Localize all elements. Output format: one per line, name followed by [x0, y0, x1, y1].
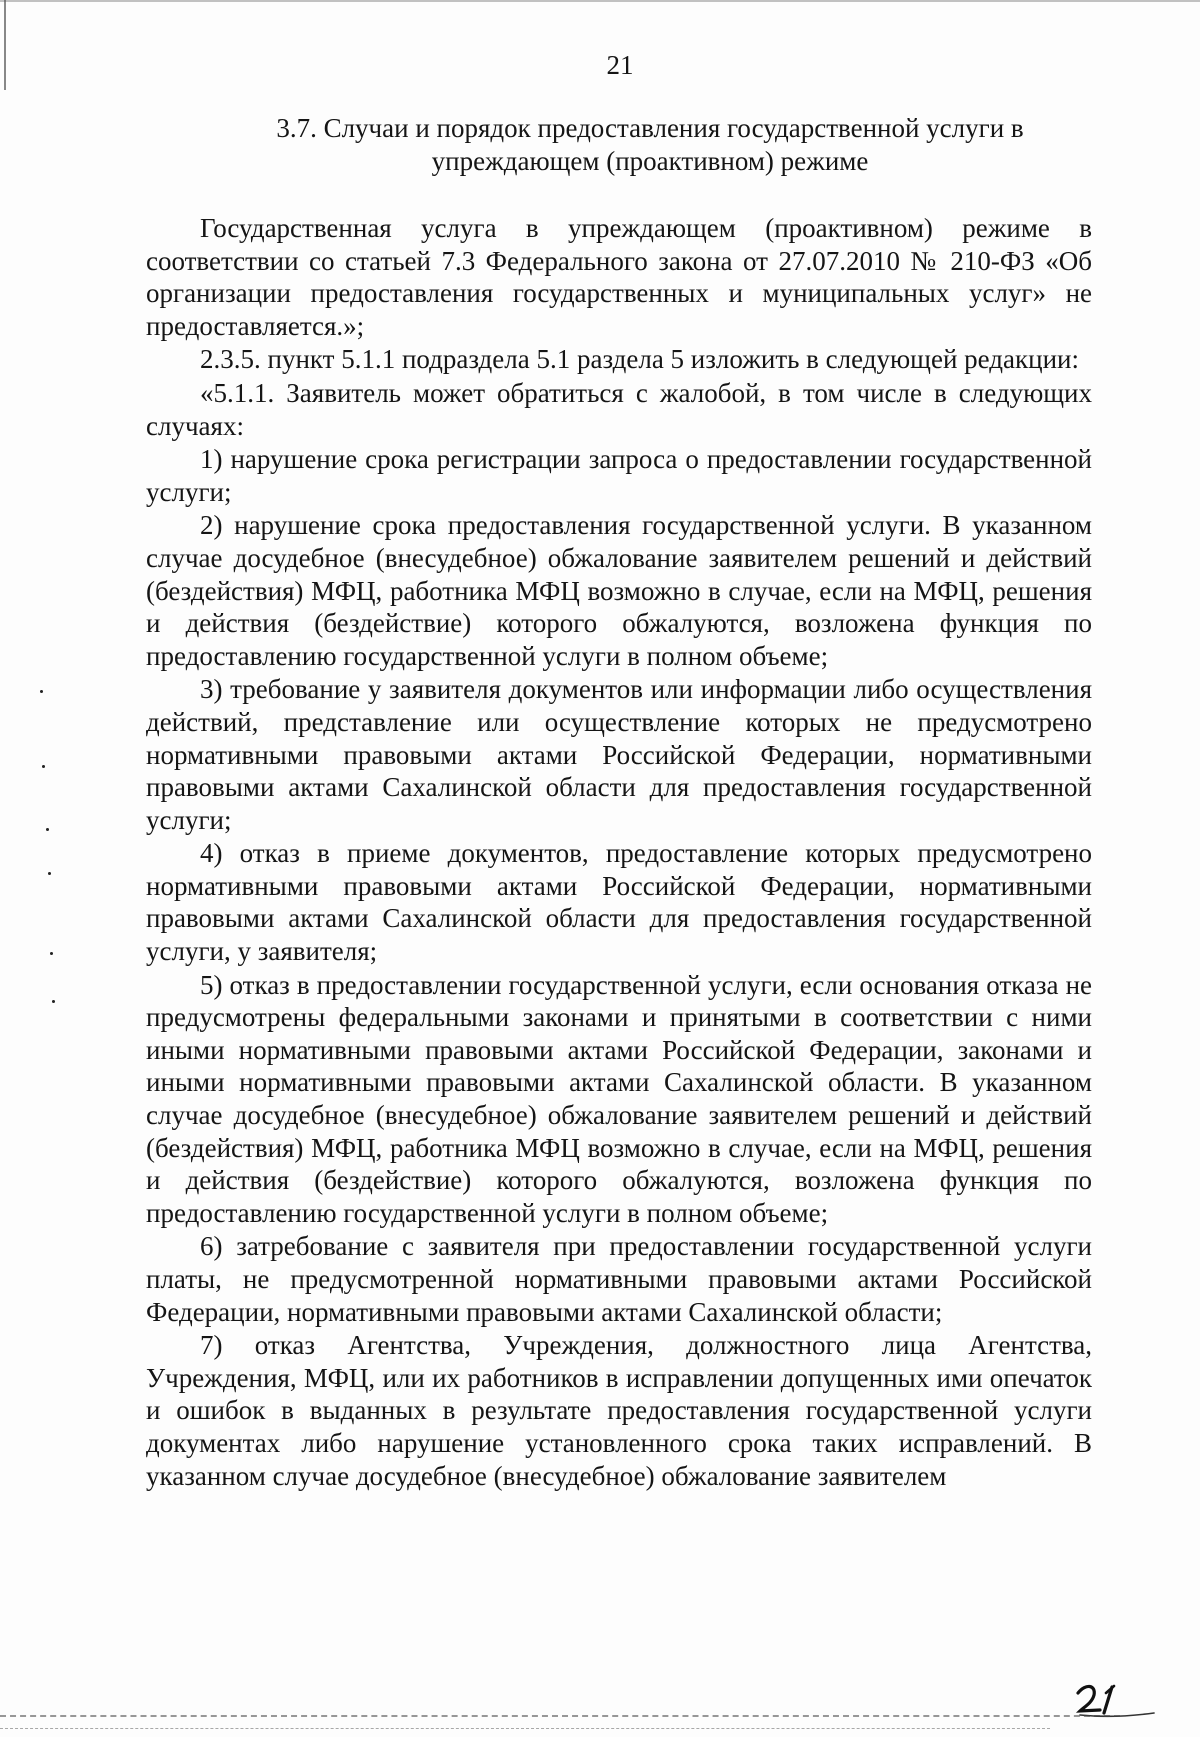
section-title-line-1: 3.7. Случаи и порядок предоставления государственной услуги в — [276, 113, 1024, 143]
page-number: 21 — [606, 50, 634, 80]
scan-speck — [48, 872, 51, 875]
paragraph-proactive-mode: Государственная услуга в упреждающем (проактивном) режиме в соответствии со статьей 7.3 Федерального закона от 27.07.2010 № 210-ФЗ «Об организации предоставления государственных и муниципальных услуг» не предоставляется.»; — [146, 213, 1092, 341]
section-title — [250, 112, 1050, 178]
list-item-5: 5) отказ в предоставлении государственной услуги, если основания отказа не предусмотрены федеральными законами и принятыми в соответствии с ними иными нормативными правовыми актами Российской Федерации, законами и иными нормативными правовыми актами Сахалинской области. В указанном случае досудебное (внесудебное) обжалование заявителем решений и действий (бездействия) МФЦ, работника МФЦ возможно в случае, если на МФЦ, решения и действия (бездействие) которого обжалуются, возложена функция по предоставлению государственной услуги в полном объеме; — [146, 969, 1092, 1228]
handwritten-page-number — [1070, 1673, 1160, 1719]
list-item-7: 7) отказ Агентства, Учреждения, должностного лица Агентства, Учреждения, МФЦ, или их работников в исправлении допущенных ими опечаток и ошибок в выданных в результате предоставления государственной услуги документах либо нарушение установленного срока таких исправлений. В указанном случае досудебное (внесудебное) обжалование заявителем — [146, 1330, 1092, 1491]
list-item-1: 1) нарушение срока регистрации запроса о предоставлении государственной услуги; — [146, 444, 1092, 507]
list-item-4: 4) отказ в приеме документов, предоставление которых предусмотрено нормативными правовыми актами Российской Федерации, нормативными правовыми актами Сахалинской области для предоставления государственной услуги, у заявителя; — [146, 838, 1092, 967]
section-title-line-2: упреждающем (проактивном) режиме — [431, 146, 869, 176]
body-text — [146, 212, 1092, 1493]
scan-speck — [52, 1000, 55, 1003]
list-item-2: 2) нарушение срока предоставления государственной услуги. В указанном случае досудебное (внесудебное) обжалование заявителем решений и действий (бездействия) МФЦ, работника МФЦ возможно в случае, если на МФЦ, решения и действия (бездействие) которого обжалуются, возложена функция по предоставлению государственной услуги в полном объеме; — [146, 510, 1092, 671]
scan-speck — [50, 952, 53, 955]
scan-speck — [40, 690, 43, 693]
list-item-3: 3) требование у заявителя документов или информации либо осуществления действий, представление или осуществление которых не предусмотрено нормативными правовыми актами Российской Федерации, нормативными правовыми актами Сахалинской области для предоставления государственной услуги; — [146, 674, 1092, 835]
scan-edge-bottom — [0, 1728, 1050, 1729]
list-item-6: 6) затребование с заявителя при предоставлении государственной услуги платы, не предусмотренной нормативными правовыми актами Российской Федерации, нормативными правовыми актами Сахалинской области; — [146, 1231, 1092, 1327]
paragraph-5-1-1: «5.1.1. Заявитель может обратиться с жалобой, в том числе в следующих случаях: — [146, 377, 1092, 441]
scan-edge-top — [0, 0, 1200, 2]
paragraph-2-3-5: 2.3.5. пункт 5.1.1 подраздела 5.1 раздела 5 изложить в следующей редакции: — [200, 344, 1079, 375]
scan-speck — [46, 828, 49, 831]
scan-speck — [42, 765, 45, 768]
scan-edge-bottom — [0, 1715, 1120, 1717]
